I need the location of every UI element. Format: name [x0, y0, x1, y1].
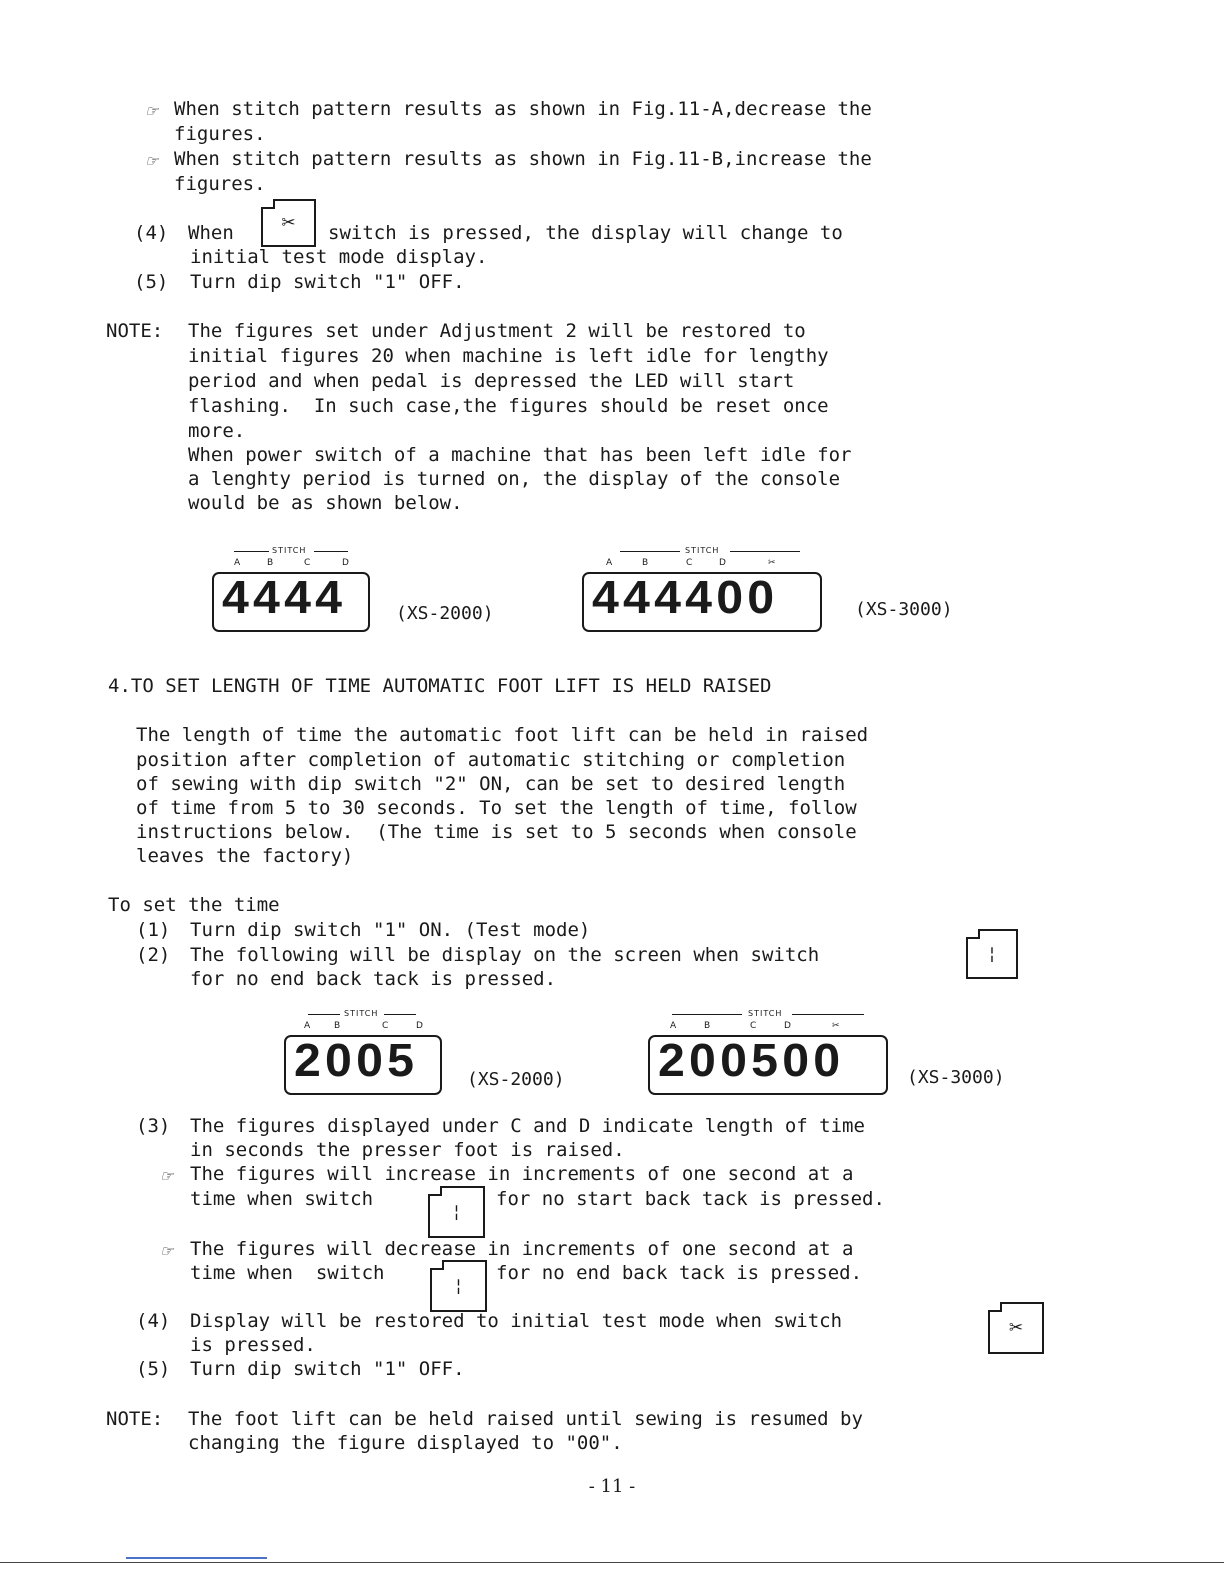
back-tack-icon: ¦ — [455, 1276, 462, 1296]
scissors-icon: ✂ — [1008, 1318, 1024, 1338]
step-number: (4) — [134, 222, 169, 244]
note-line: When power switch of a machine that has been left idle for — [188, 444, 852, 466]
bullet-text-cont: for no end back tack is pressed. — [496, 1262, 863, 1284]
step-number: (4) — [136, 1310, 171, 1332]
model-label: (XS-3000) — [907, 1067, 1005, 1088]
para-line: of time from 5 to 30 seconds. To set the length of time, follow — [136, 797, 857, 819]
bullet-text: The figures will increase in increments of one second at a — [190, 1163, 854, 1185]
divider — [0, 1562, 1224, 1563]
bullet-mark: ☞ — [145, 102, 159, 120]
step-text: Turn dip switch "1" OFF. — [190, 271, 465, 293]
end-back-tack-switch — [966, 929, 1018, 979]
para-line: leaves the factory) — [136, 845, 354, 867]
scissors-switch — [261, 199, 316, 247]
bullet-mark: ☞ — [160, 1167, 174, 1185]
bullet-text-cont: figures. — [174, 173, 266, 195]
scissors-icon: ✂ — [281, 213, 296, 233]
console-display: STITCH A B C D 2005 — [284, 1011, 442, 1095]
step-number: (2) — [136, 944, 171, 966]
model-label: (XS-2000) — [396, 603, 494, 624]
step-number: (5) — [136, 1358, 171, 1380]
step-text-cont: for no end back tack is pressed. — [190, 968, 557, 990]
model-label: (XS-2000) — [467, 1069, 565, 1090]
note-line: The foot lift can be held raised until sewing is resumed by — [188, 1408, 863, 1430]
note-line: changing the figure displayed to "00". — [188, 1432, 623, 1454]
step-text: switch is pressed, the display will change to — [328, 222, 843, 244]
bullet-mark: ☞ — [160, 1242, 174, 1260]
step-text: Turn dip switch "1" ON. (Test mode) — [190, 919, 591, 941]
bullet-text-cont: time when switch — [190, 1262, 385, 1284]
scissors-switch — [988, 1302, 1044, 1354]
back-tack-icon: ¦ — [453, 1202, 460, 1222]
subheading: To set the time — [108, 894, 280, 916]
bullet-text: When stitch pattern results as shown in Fig.11-A,decrease the — [174, 98, 872, 120]
bullet-mark: ☞ — [145, 152, 159, 170]
note-line: a lenghty period is turned on, the display of the console — [188, 468, 841, 490]
bullet-text-cont: for no start back tack is pressed. — [496, 1188, 885, 1210]
console-display: STITCH A B C D ✂ 200500 — [648, 1011, 888, 1095]
note-line: The figures set under Adjustment 2 will be restored to — [188, 320, 806, 342]
para-line: The length of time the automatic foot lift can be held in raised — [136, 724, 869, 746]
scissors-icon: ✂ — [832, 1021, 840, 1031]
start-back-tack-switch — [428, 1186, 485, 1238]
back-tack-icon: ¦ — [989, 944, 995, 964]
note-label: NOTE: — [106, 1408, 164, 1430]
display-digits: 444400 — [592, 571, 779, 623]
bullet-text-cont: time when switch — [190, 1188, 374, 1210]
step-number: (1) — [136, 919, 171, 941]
note-line: more. — [188, 420, 246, 442]
bullet-text: The figures will decrease in increments of one second at a — [190, 1238, 854, 1260]
step-text: When — [188, 222, 234, 244]
step-number: (5) — [134, 271, 169, 293]
step-text: The figures displayed under C and D indicate length of time — [190, 1115, 865, 1137]
display-digits: 2005 — [294, 1034, 419, 1086]
console-display: STITCH A B C D ✂ 444400 — [582, 548, 822, 632]
scissors-icon: ✂ — [768, 558, 776, 568]
bullet-text: When stitch pattern results as shown in Fig.11-B,increase the — [174, 148, 872, 170]
step-text-cont: is pressed. — [190, 1334, 316, 1356]
display-digits: 200500 — [658, 1034, 845, 1086]
step-text: Display will be restored to initial test mode when switch — [190, 1310, 843, 1332]
para-line: position after completion of automatic stitching or completion — [136, 749, 846, 771]
note-line: would be as shown below. — [188, 492, 463, 514]
note-line: flashing. In such case,the figures should be reset once — [188, 395, 829, 417]
step-text-cont: initial test mode display. — [190, 246, 488, 268]
end-back-tack-switch — [430, 1260, 487, 1312]
bullet-text-cont: figures. — [174, 123, 266, 145]
para-line: instructions below. (The time is set to 5 seconds when console — [136, 821, 857, 843]
para-line: of sewing with dip switch "2" ON, can be set to desired length — [136, 773, 846, 795]
step-text-cont: in seconds the presser foot is raised. — [190, 1139, 625, 1161]
step-text: The following will be display on the screen when switch — [190, 944, 820, 966]
console-display: STITCH A B C D 4444 — [212, 548, 370, 632]
section-heading: 4.TO SET LENGTH OF TIME AUTOMATIC FOOT LIFT IS HELD RAISED — [108, 675, 772, 697]
step-number: (3) — [136, 1115, 171, 1137]
step-text: Turn dip switch "1" OFF. — [190, 1358, 465, 1380]
divider — [126, 1557, 267, 1559]
model-label: (XS-3000) — [855, 599, 953, 620]
note-line: initial figures 20 when machine is left idle for lengthy — [188, 345, 829, 367]
page-number: - 11 - — [588, 1476, 636, 1497]
display-digits: 4444 — [222, 571, 347, 623]
note-line: period and when pedal is depressed the LED will start — [188, 370, 795, 392]
note-label: NOTE: — [106, 320, 164, 342]
